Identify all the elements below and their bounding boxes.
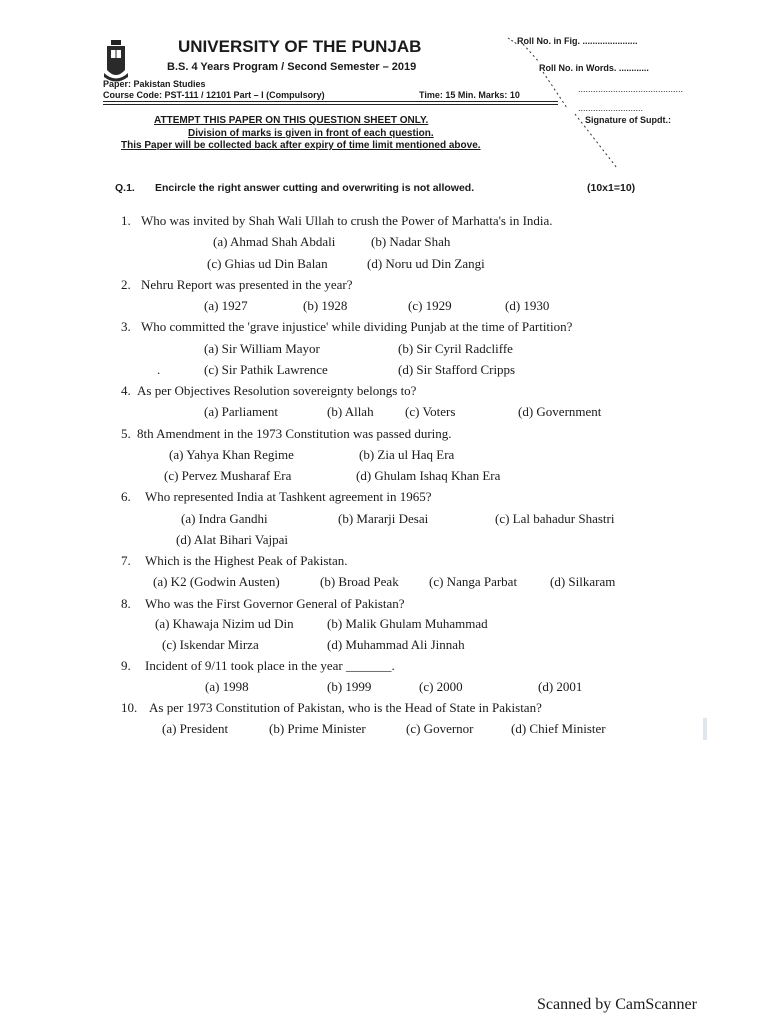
question-text: Who committed the 'grave injustice' while dividing Punjab at the time of Partition? [141,319,573,334]
roll-no-in-figures-field[interactable]: Roll No. in Fig. ...................... [517,36,638,46]
course-code: Course Code: PST-111 / 12101 Part – I (Compulsory) [103,90,325,100]
instruction-division: Division of marks is given in front of each question. [188,128,434,139]
option-b[interactable]: (b) Allah [327,404,374,419]
question-number: 3. [121,319,131,334]
question-text: As per 1973 Constitution of Pakistan, who is the Head of State in Pakistan? [149,700,542,715]
option-c[interactable]: (c) Voters [405,404,456,419]
option-b[interactable]: (b) Mararji Desai [338,511,429,526]
option-c[interactable]: (c) 1929 [408,298,452,313]
signature-of-supdt-label: Signature of Supdt.: [585,115,671,125]
option-c[interactable]: (c) 2000 [419,679,463,694]
option-a[interactable]: (a) Sir William Mayor [204,341,320,356]
question-text: Who was invited by Shah Wali Ullah to crush the Power of Marhatta's in India. [141,213,553,228]
question-number: 7. [121,553,131,568]
option-a[interactable]: (a) K2 (Godwin Austen) [153,574,280,589]
program-line: B.S. 4 Years Program / Second Semester – 2019 [167,61,417,73]
university-crest-logo [103,40,129,84]
option-b[interactable]: (b) Sir Cyril Radcliffe [398,341,513,356]
option-a[interactable]: (a) Khawaja Nizim ud Din [155,616,294,631]
option-b[interactable]: (b) 1928 [303,298,348,313]
option-a[interactable]: (a) President [162,721,229,736]
option-d[interactable]: (d) 2001 [538,679,583,694]
option-a[interactable]: (a) 1998 [205,679,249,694]
question-text: As per Objectives Resolution sovereignty belongs to? [137,383,417,398]
signature-dotted-line[interactable]: .......................... [578,103,644,113]
option-a[interactable]: (a) Indra Gandhi [181,511,268,526]
paper-name: Paper: Pakistan Studies [103,79,206,89]
option-d[interactable]: (d) Government [518,404,602,419]
q1-label: Q.1. [115,182,135,194]
option-a[interactable]: (a) Ahmad Shah Abdali [213,234,336,249]
question-number: 4. [121,383,131,398]
option-b[interactable]: (b) Prime Minister [269,721,366,736]
university-title: UNIVERSITY OF THE PUNJAB [178,37,422,56]
question-number: 10. [121,700,138,715]
question-text: Who was the First Governor General of Pakistan? [145,596,405,611]
option-d[interactable]: (d) Sir Stafford Cripps [398,362,516,377]
option-c[interactable]: (c) Lal bahadur Shastri [495,511,615,526]
option-b[interactable]: (b) Nadar Shah [371,234,451,249]
option-c[interactable]: (c) Pervez Musharaf Era [164,468,292,483]
option-b[interactable]: (b) Zia ul Haq Era [359,447,455,462]
question-text: 8th Amendment in the 1973 Constitution was passed during. [137,426,452,441]
option-a[interactable]: (a) Yahya Khan Regime [169,447,294,462]
question-number: 9. [121,658,131,673]
question-number: 1. [121,213,131,228]
option-d[interactable]: (d) 1930 [505,298,550,313]
option-c[interactable]: (c) Nanga Parbat [429,574,518,589]
scan-artifact [703,718,707,740]
question-number: 2. [121,277,131,292]
option-b[interactable]: (b) Malik Ghulam Muhammad [327,616,488,631]
time-marks: Time: 15 Min. Marks: 10 [419,90,520,100]
roll-number-lines [505,32,625,172]
q1-instruction: Encircle the right answer cutting and overwriting is not allowed. [155,182,475,194]
question-number: 5. [121,426,131,441]
header-divider-2 [103,104,558,105]
option-c[interactable]: (c) Sir Pathik Lawrence [204,362,328,377]
camscanner-watermark: Scanned by CamScanner [537,996,697,1013]
option-c[interactable]: (c) Governor [406,721,474,736]
question-text: Incident of 9/11 took place in the year _______. [145,658,395,673]
stray-mark: . [157,362,161,377]
option-d[interactable]: (d) Silkaram [550,574,616,589]
option-d[interactable]: (d) Noru ud Din Zangi [367,256,485,271]
option-b[interactable]: (b) 1999 [327,679,372,694]
question-number: 8. [121,596,131,611]
option-a[interactable]: (a) 1927 [204,298,248,313]
question-number: 6. [121,489,131,504]
question-text: Which is the Highest Peak of Pakistan. [145,553,348,568]
dotted-line: .......................................... [578,84,684,94]
option-d[interactable]: (d) Ghulam Ishaq Khan Era [356,468,501,483]
option-d[interactable]: (d) Muhammad Ali Jinnah [327,637,465,652]
roll-no-in-words-field[interactable]: Roll No. in Words. ............ [539,63,649,73]
option-c[interactable]: (c) Iskendar Mirza [162,637,259,652]
instruction-collected: This Paper will be collected back after expiry of time limit mentioned above. [121,140,481,151]
option-c[interactable]: (c) Ghias ud Din Balan [207,256,328,271]
instruction-attempt: ATTEMPT THIS PAPER ON THIS QUESTION SHEET ONLY. [154,115,429,126]
header-divider [103,101,558,102]
option-b[interactable]: (b) Broad Peak [320,574,399,589]
question-text: Who represented India at Tashkent agreement in 1965? [145,489,432,504]
option-d[interactable]: (d) Chief Minister [511,721,606,736]
question-text: Nehru Report was presented in the year? [141,277,353,292]
option-d[interactable]: (d) Alat Bihari Vajpai [176,532,289,547]
option-a[interactable]: (a) Parliament [204,404,278,419]
q1-marks: (10x1=10) [587,182,636,194]
